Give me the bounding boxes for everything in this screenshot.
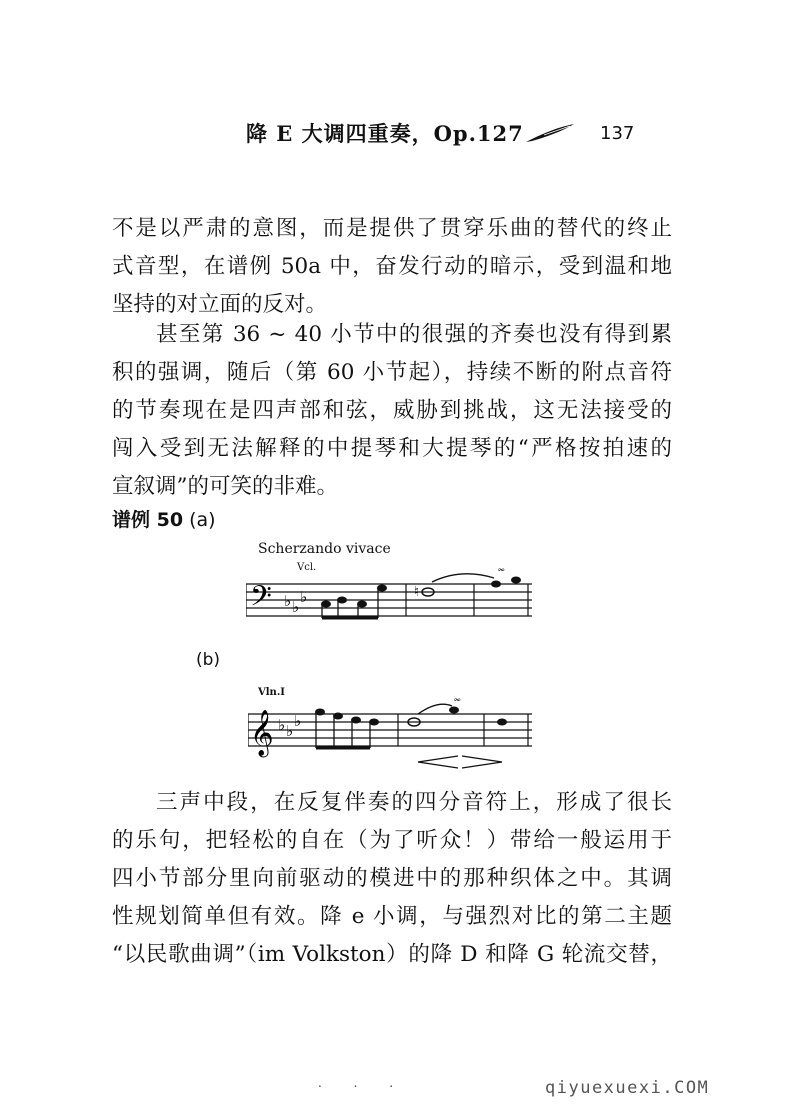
svg-text:♭: ♭ <box>278 716 286 734</box>
svg-text:𝄞: 𝄞 <box>250 710 274 756</box>
text-line: “以民歌曲调”（im Volkston）的降 D 和降 G 轮流交替， <box>112 942 672 967</box>
text-line: 甚至第 36 ~ 40 小节中的很强的齐奏也没有得到累 <box>156 322 672 347</box>
text-line: 三声中段，在反复伴奏的四分音符上，形成了很长 <box>156 790 672 815</box>
example-number: 谱例 50 <box>112 509 184 531</box>
svg-text:♭: ♭ <box>284 592 292 610</box>
svg-text:𝆗: 𝆗 <box>454 692 461 705</box>
text-line: 式音型，在谱例 50a 中，奋发行动的暗示，受到温和地 <box>112 254 672 279</box>
text-line: 坚持的对立面的反对。 <box>112 292 328 317</box>
svg-text:♮: ♮ <box>414 584 420 600</box>
page-number: 137 <box>600 123 635 144</box>
text-line: 四小节部分里向前驱动的模进中的那种织体之中。其调 <box>112 866 672 891</box>
svg-text:♭: ♭ <box>292 598 300 616</box>
svg-text:♭: ♭ <box>294 712 302 730</box>
example-label <box>112 505 216 532</box>
text-line: 性规划简单但有效。降 e 小调，与强烈对比的第二主题 <box>112 904 672 929</box>
text-line: 的节奏现在是四声部和弦，威胁到挑战，这无法接受的 <box>112 398 672 423</box>
music-staff-a <box>246 566 532 622</box>
scan-dots: . . . <box>318 1076 408 1090</box>
instrument-label-violin: Vln.I <box>258 687 285 698</box>
quill-pen-icon <box>524 122 576 144</box>
text-line: 的乐句，把轻松的自在（为了听众！）带给一般运用于 <box>112 828 672 853</box>
watermark: qiyuexuexi.COM <box>545 1078 710 1098</box>
text-line: 不是以严肃的意图，而是提供了贯穿乐曲的替代的终止 <box>112 216 672 241</box>
svg-text:𝄢: 𝄢 <box>250 580 272 620</box>
running-title: 降 E 大调四重奏，Op.127 <box>246 121 524 146</box>
svg-text:𝆗: 𝆗 <box>498 566 505 575</box>
example-part-a: (a) <box>189 509 216 531</box>
paragraph-1 <box>112 210 672 324</box>
paragraph-2 <box>112 316 672 506</box>
text-line: 宣叙调”的可笑的非难。 <box>112 474 338 499</box>
instrument-label-cello: Vcl. <box>297 562 317 573</box>
text-line: 闯入受到无法解释的中提琴和大提琴的“严格按拍速的 <box>112 436 672 461</box>
svg-text:♭: ♭ <box>300 588 308 606</box>
paragraph-3 <box>112 784 672 974</box>
example-part-b: (b) <box>196 650 221 670</box>
text-line: 积的强调，随后（第 60 小节起），持续不断的附点音符 <box>112 360 672 385</box>
svg-text:♭: ♭ <box>286 722 294 740</box>
tempo-marking: Scherzando vivace <box>258 541 391 557</box>
music-staff-b <box>248 692 532 772</box>
